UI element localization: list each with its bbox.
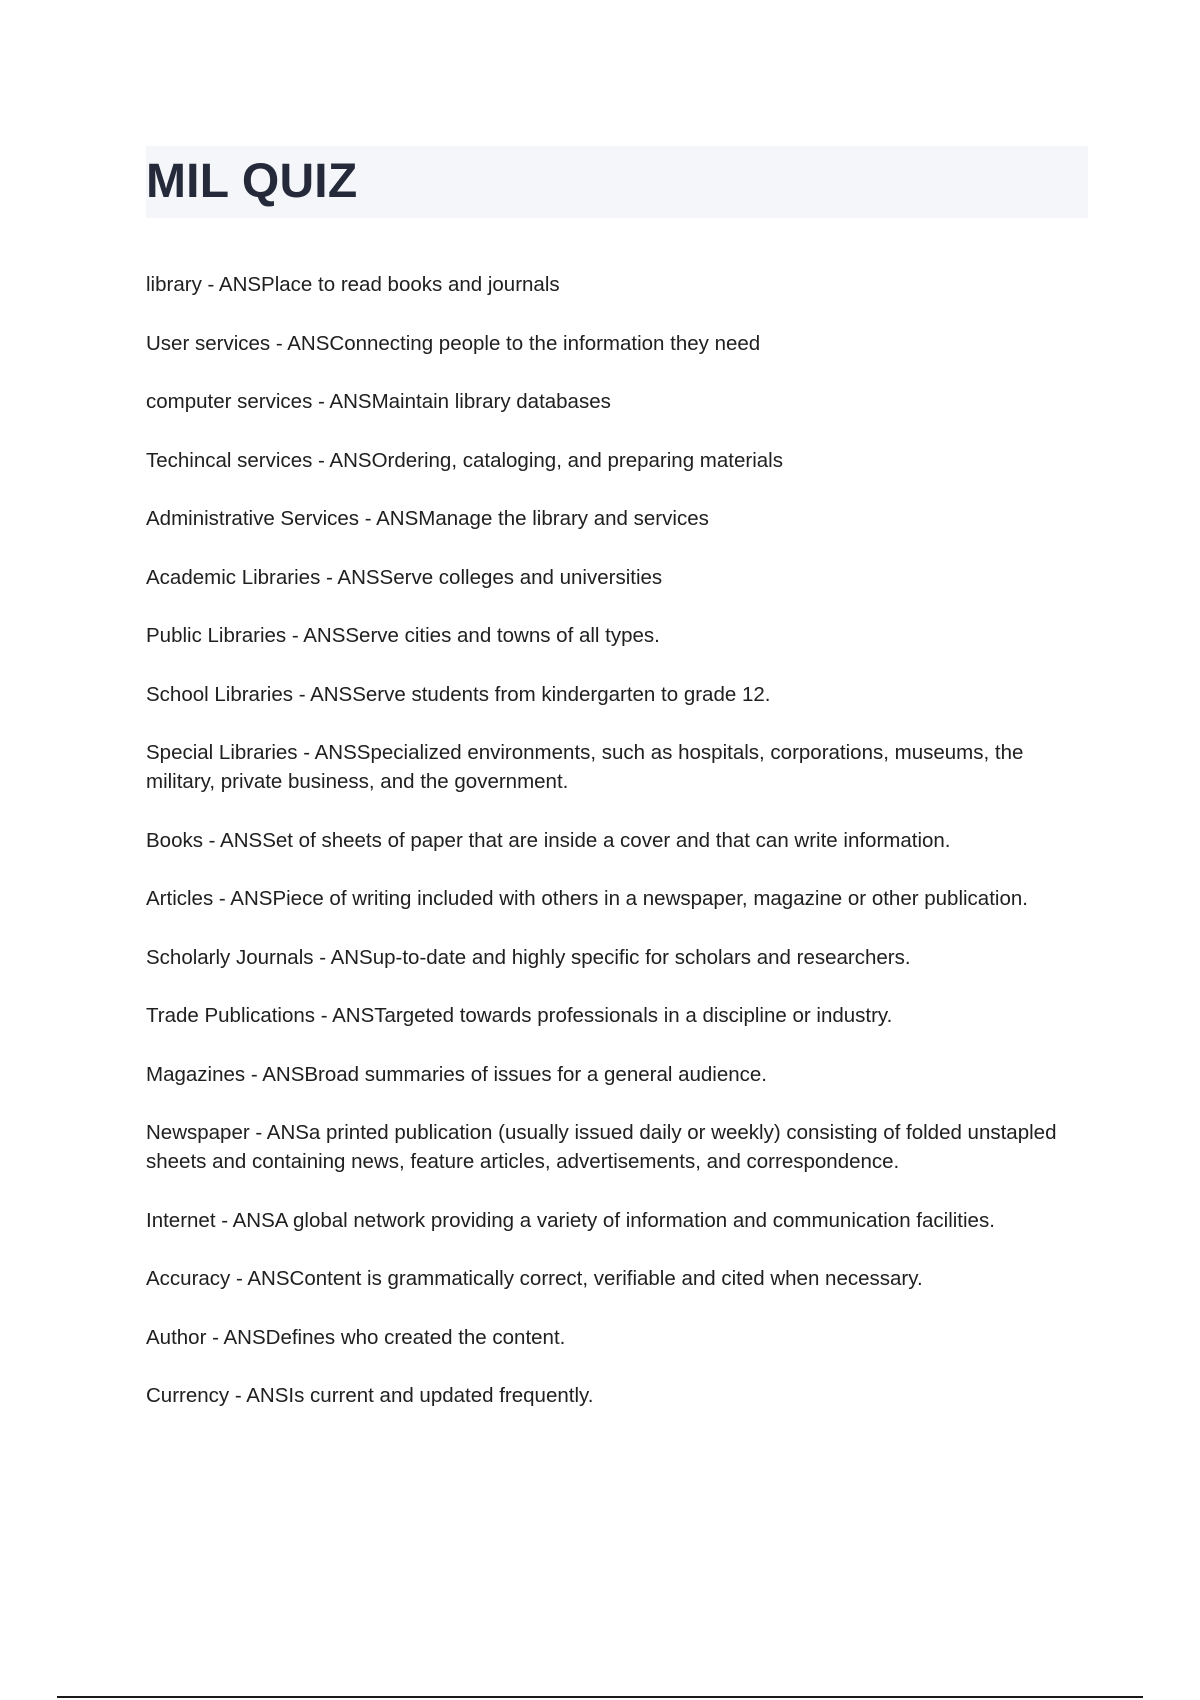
quiz-entry: Currency - ANSIs current and updated frequently. — [146, 1384, 594, 1407]
quiz-entry: Administrative Services - ANSManage the library and services — [146, 507, 709, 530]
quiz-entry: Internet - ANSA global network providing a variety of information and communication facilities. — [146, 1208, 995, 1232]
quiz-entry: Newspaper - ANSa printed publication (usually issued daily or weekly) consisting of folded unstapled sheets and containing news, feature articles, advertisements, and correspondence. — [146, 1121, 1057, 1173]
quiz-entry: Special Libraries - ANSSpecialized environments, such as hospitals, corporations, museums, the military, private business, and the government. — [146, 741, 1024, 793]
page-title: MIL QUIZ — [146, 155, 358, 208]
title-banner — [146, 146, 1088, 218]
quiz-entry: School Libraries - ANSServe students from kindergarten to grade 12. — [146, 682, 771, 706]
quiz-entry: Magazines - ANSBroad summaries of issues for a general audience. — [146, 1062, 768, 1086]
quiz-entry: Articles - ANSPiece of writing included with others in a newspaper, magazine or other publication. — [146, 887, 1028, 910]
quiz-entry: Techincal services - ANSOrdering, cataloging, and preparing materials — [146, 448, 783, 472]
quiz-entry: Accuracy - ANSContent is grammatically correct, verifiable and cited when necessary. — [146, 1267, 923, 1290]
quiz-entry: Scholarly Journals - ANSup-to-date and highly specific for scholars and researchers. — [146, 945, 911, 969]
quiz-entry: computer services - ANSMaintain library databases — [146, 390, 611, 413]
quiz-entry: Trade Publications - ANSTargeted towards professionals in a discipline or industry. — [146, 1004, 893, 1027]
quiz-entry: Academic Libraries - ANSServe colleges and universities — [146, 565, 663, 589]
quiz-entry: Author - ANSDefines who created the content. — [146, 1325, 566, 1349]
quiz-entry: library - ANSPlace to read books and journals — [146, 273, 560, 296]
footer-divider — [57, 1696, 1143, 1698]
quiz-entry: Books - ANSSet of sheets of paper that are inside a cover and that can write information. — [146, 828, 951, 852]
quiz-entry-list — [146, 270, 1086, 1440]
quiz-entry: User services - ANSConnecting people to the information they need — [146, 331, 761, 355]
quiz-entry: Public Libraries - ANSServe cities and towns of all types. — [146, 624, 660, 647]
